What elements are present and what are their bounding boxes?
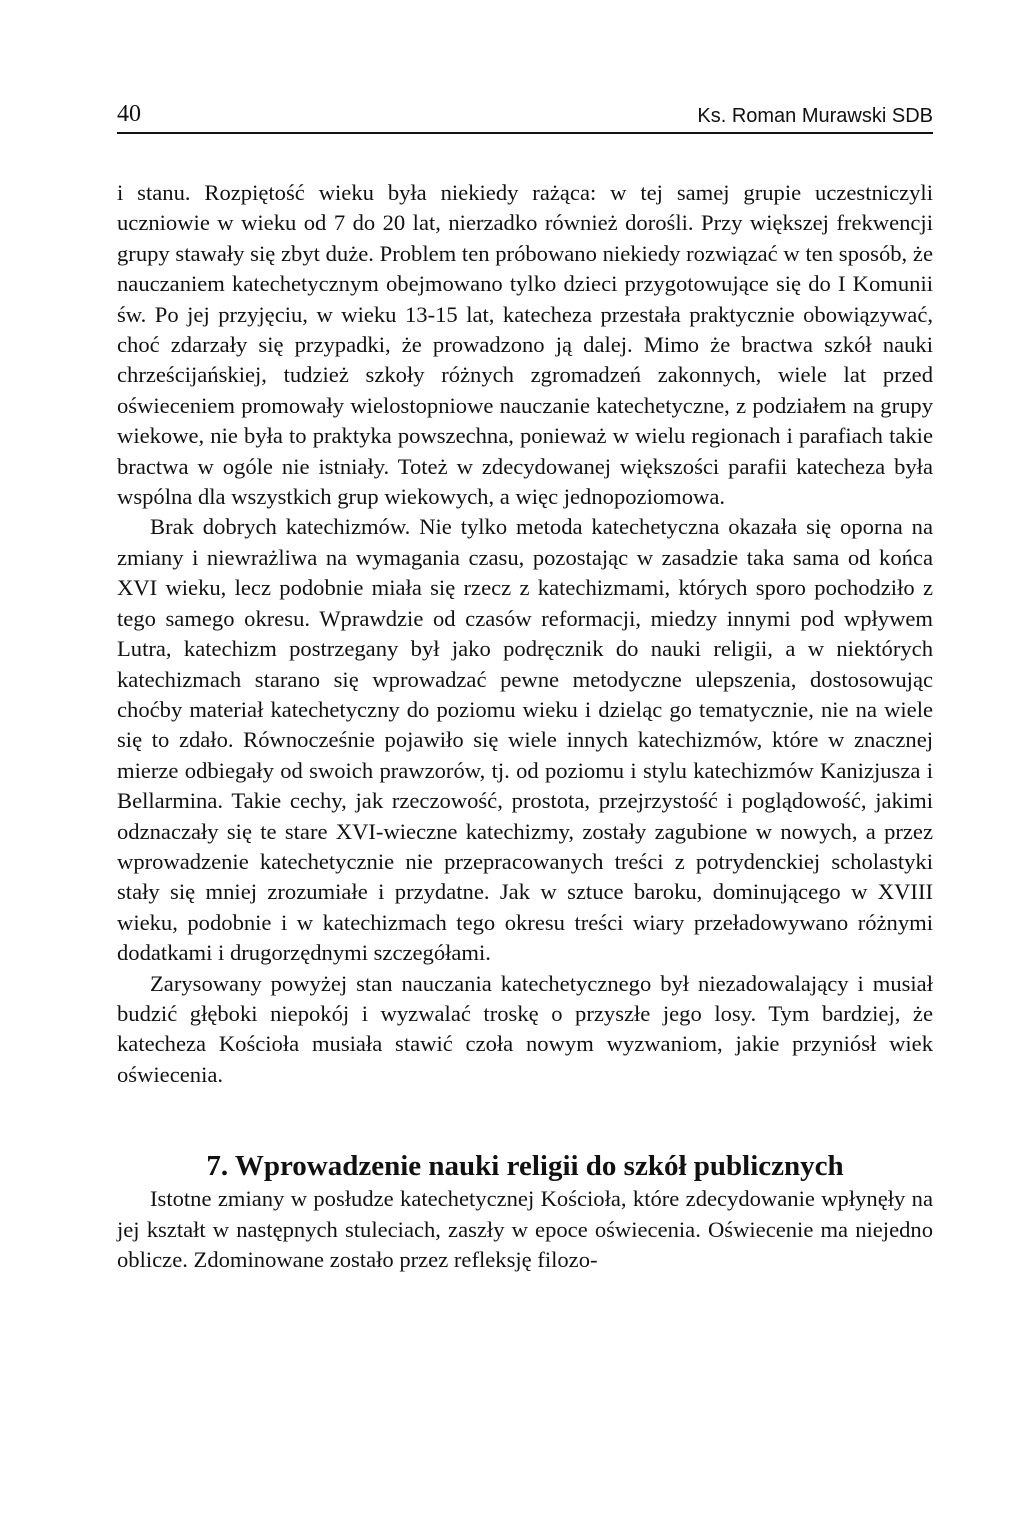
page-number: 40 [117, 101, 141, 127]
running-head [117, 98, 933, 134]
paragraph-age-range: i stanu. Rozpiętość wieku była niekiedy rażąca: w tej samej grupie uczestniczyli uczniowie w wieku od 7 do 20 lat, nierzadko również dorośli. Przy większej frekwencji grupy stawały się zbyt duże. Problem ten próbowano niekiedy rozwiązać w ten sposób, że nauczaniem katechetycznym obejmowano tylko dzieci przygotowujące się do I Komunii św. Po jej przyjęciu, w wieku 13-15 lat, katecheza przestała praktycznie obowiązywać, choć zdarzały się przypadki, że prowadzono ją dalej. Mimo że bractwa szkół nauki chrześcijańskiej, tudzież szkoły różnych zgromadzeń zakonnych, wiele lat przed oświeceniem promowały wielostopniowe nauczanie katechetyczne, z podziałem na grupy wiekowe, nie była to praktyka powszechna, ponieważ w wielu regionach i parafiach takie bractwa w ogóle nie istniały. Toteż w zdecydowanej większości parafii katecheza była wspólna dla wszystkich grup wiekowych, a więc jednopoziomowa. [117, 180, 933, 510]
paragraph-enlightenment: Istotne zmiany w posłudze katechetycznej Kościoła, które zdecydowanie wpłynęły na jej kształt w następnych stuleciach, zaszły w epoce oświecenia. Oświecenie ma niejedno oblicze. Zdominowane zostało przez refleksję filozo- [117, 1186, 933, 1272]
body-text [117, 178, 933, 1275]
paragraph-catechisms: Brak dobrych katechizmów. Nie tylko metoda katechetyczna okazała się oporna na zmiany i niewrażliwa na wymagania czasu, pozostając w zasadzie taka sama od końca XVI wieku, lecz podobnie miała się rzecz z katechizmami, których sporo pochodziło z tego samego okresu. Wprawdzie od czasów reformacji, miedzy innymi pod wpływem Lutra, katechizm postrzegany był jako podręcznik do nauki religii, a w niektórych katechizmach starano się wprowadzać pewne metodyczne ulepszenia, dostosowując choćby materiał katechetyczny do poziomu wieku i dzieląc go tematycznie, nie na wiele się to zdało. Równocześnie pojawiło się wiele innych katechizmów, które w znacznej mierze odbiegały od swoich prawzorów, tj. od poziomu i stylu katechizmów Kanizjusza i Bellarmina. Takie cechy, jak rzeczowość, prostota, przejrzystość i poglądowość, jakimi odznaczały się te stare XVI-wieczne katechizmy, zostały zagubione w nowych, a przez wprowadzenie katechetycznie nie przepracowanych treści z potrydenckiej scholastyki stały się mniej zrozumiałe i przydatne. Jak w sztuce baroku, dominującego w XVIII wieku, podobnie i w katechizmach tego okresu treści wiary przeładowywano różnymi dodatkami i drugorzędnymi szczegółami. [117, 514, 933, 966]
book-page [117, 98, 933, 1275]
section-heading: 7. Wprowadzenie nauki religii do szkół publicznych [206, 1150, 844, 1183]
paragraph-state-of-teaching: Zarysowany powyżej stan nauczania katechetycznego był niezadowalający i musiał budzić głęboki niepokój i wyzwalać troskę o przyszłe jego losy. Tym bardziej, że katecheza Kościoła musiała stawić czoła nowym wyzwaniom, jakie przyniósł wiek oświecenia. [117, 970, 933, 1087]
running-head-author: Ks. Roman Murawski SDB [697, 105, 933, 127]
